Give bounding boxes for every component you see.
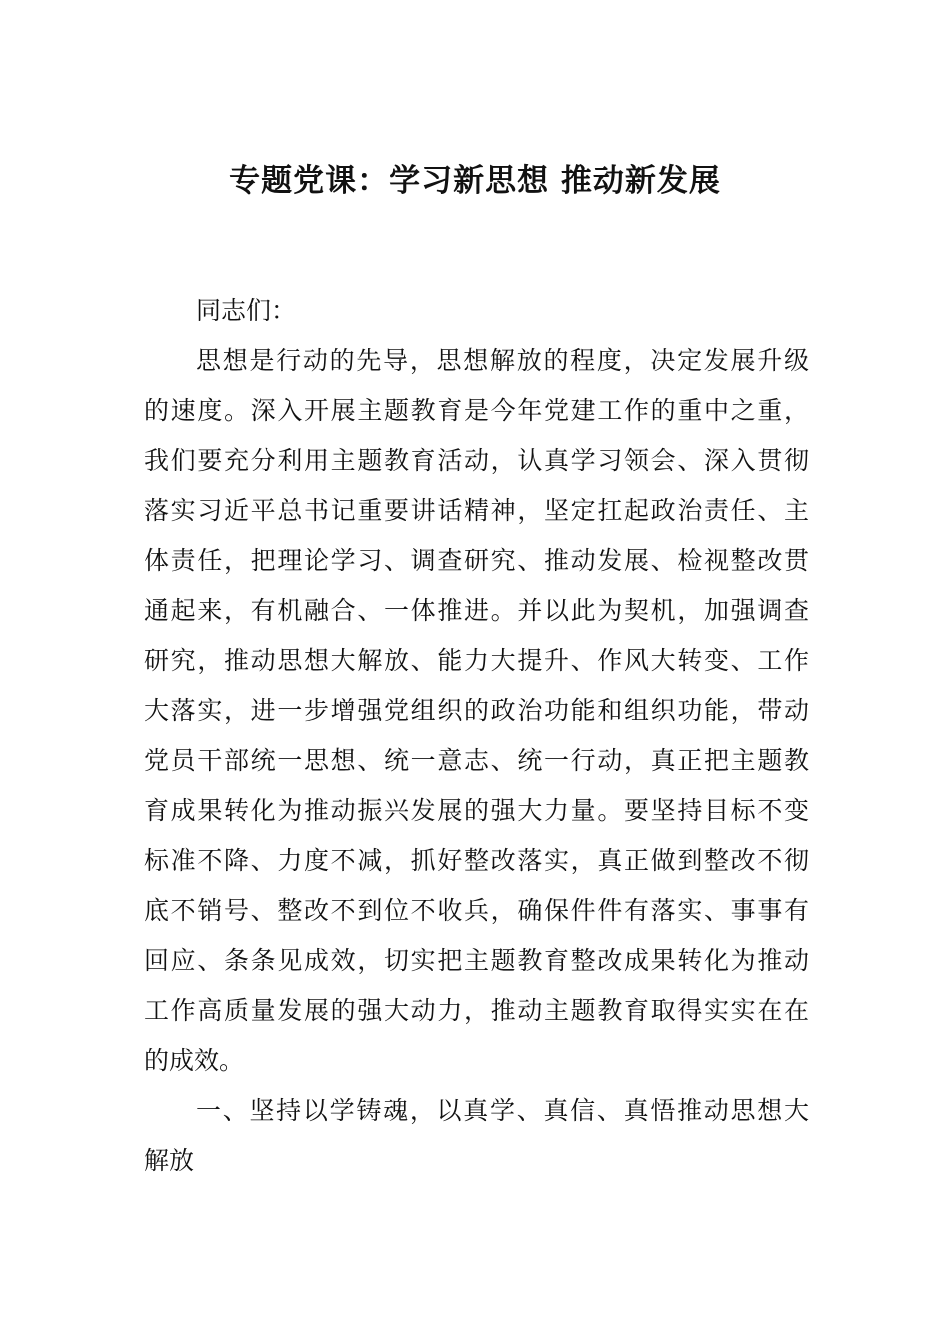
paragraph-line: 思想是行动的先导，思想解放的程度，决定发展升级 — [196, 346, 809, 375]
paragraph-line: 的成效。 — [144, 1046, 245, 1075]
paragraph-line: 我们要充分利用主题教育活动，认真学习领会、深入贯彻 — [144, 446, 809, 475]
paragraph-line: 通起来，有机融合、一体推进。并以此为契机，加强调查 — [144, 596, 809, 625]
paragraph-line: 体责任，把理论学习、调查研究、推动发展、检视整改贯 — [144, 546, 809, 575]
paragraph-line: 工作高质量发展的强大动力，推动主题教育取得实实在在 — [144, 996, 809, 1025]
page-title: 专题党课：学习新思想 推动新发展 — [229, 163, 721, 199]
paragraph-line: 落实习近平总书记重要讲话精神，坚定扛起政治责任、主 — [144, 496, 809, 525]
paragraph-line: 标准不降、力度不减，抓好整改落实，真正做到整改不彻 — [144, 846, 809, 875]
paragraph-line: 研究，推动思想大解放、能力大提升、作风大转变、工作 — [144, 646, 809, 675]
greeting: 同志们： — [196, 296, 297, 325]
paragraph-1 — [144, 336, 809, 1086]
paragraph-line: 党员干部统一思想、统一意志、统一行动，真正把主题教 — [144, 746, 809, 775]
section-heading-line: 一、坚持以学铸魂，以真学、真信、真悟推动思想大 — [196, 1096, 809, 1125]
paragraph-line: 的速度。深入开展主题教育是今年党建工作的重中之重， — [144, 396, 809, 425]
paragraph-line: 大落实，进一步增强党组织的政治功能和组织功能，带动 — [144, 696, 809, 725]
document-body — [144, 286, 809, 1186]
section-heading-1 — [144, 1086, 809, 1186]
paragraph-line: 回应、条条见成效，切实把主题教育整改成果转化为推动 — [144, 946, 809, 975]
section-heading-line: 解放 — [144, 1146, 195, 1175]
paragraph-line: 育成果转化为推动振兴发展的强大力量。要坚持目标不变 — [144, 796, 809, 825]
paragraph-line: 底不销号、整改不到位不收兵，确保件件有落实、事事有 — [144, 896, 809, 925]
